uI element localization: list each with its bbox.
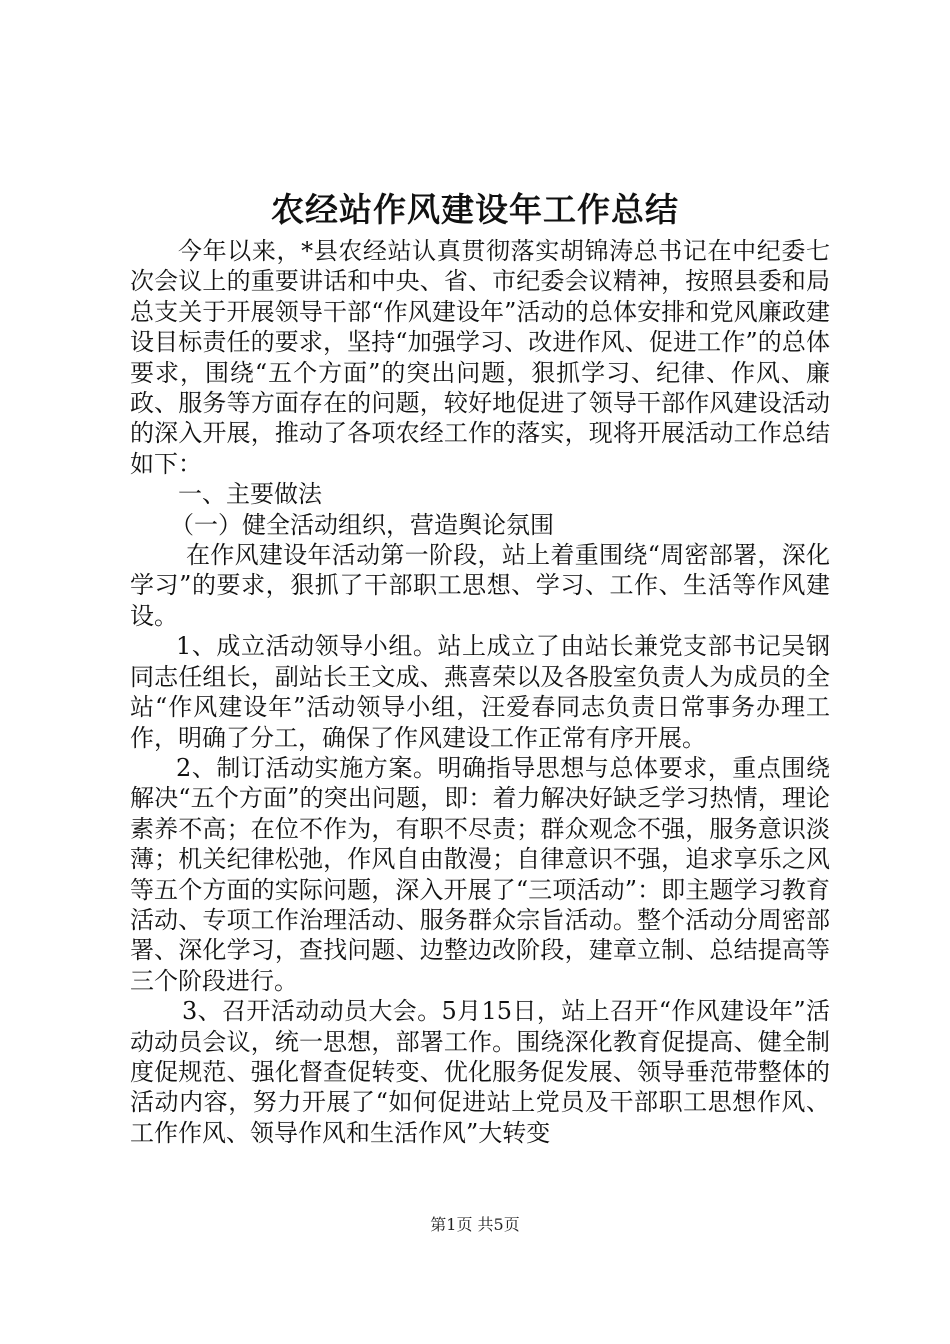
document-body [130, 236, 830, 1148]
subsection-heading: （一）健全活动组织，营造舆论氛围 [170, 510, 554, 539]
intro-paragraph: 今年以来，*县农经站认真贯彻落实胡锦涛总书记在中纪委七次会议上的重要讲话和中央、省、市纪委会议精神，按照县委和局总支关于开展领导干部“作风建设年”活动的总体安排和党风廉政建设目标责任的要求，坚持“加强学习、改进作风、促进工作”的总体要求，围绕“五个方面”的突出问题，狠抓学习、纪律、作风、廉政、服务等方面存在的问题，较好地促进了领导干部作风建设活动的深入开展，推动了各项农经工作的落实，现将开展活动工作总结如下： [130, 237, 830, 478]
document-title: 农经站作风建设年工作总结 [271, 190, 679, 229]
subsection-paragraph: 在作风建设年活动第一阶段，站上着重围绕“周密部署，深化学习”的要求，狠抓了干部职工思想、学习、工作、生活等作风建设。 [130, 541, 830, 630]
section-heading: 一、主要做法 [178, 480, 322, 509]
list-item-2: 2、制订活动实施方案。明确指导思想与总体要求，重点围绕解决“五个方面”的突出问题，即：着力解决好缺乏学习热情，理论素养不高；在位不作为，有职不尽责；群众观念不强，服务意识淡薄；机关纪律松弛，作风自由散漫；自律意识不强，追求享乐之风等五个方面的实际问题，深入开展了“三项活动”：即主题学习教育活动、专项工作治理活动、服务群众宗旨活动。整个活动分周密部署、深化学习，查找问题、边整边改阶段，建章立制、总结提高等三个阶段进行。 [130, 753, 830, 995]
list-item-3: 3、召开活动动员大会。5月15日，站上召开“作风建设年”活动动员会议，统一思想，部署工作。围绕深化教育促提高、健全制度促规范、强化督查促转变、优化服务促发展、领导垂范带整体的活动内容，努力开展了“如何促进站上党员及干部职工思想作风、工作作风、领导作风和生活作风”大转变 [130, 997, 830, 1147]
list-item-1: 1、成立活动领导小组。站上成立了由站长兼党支部书记吴钢同志任组长，副站长王文成、燕喜荣以及各股室负责人为成员的全站“作风建设年”活动领导小组，汪爱春同志负责日常事务办理工作，明确了分工，确保了作风建设工作正常有序开展。 [130, 632, 830, 752]
page-number-footer: 第1页 共5页 [430, 1215, 520, 1234]
